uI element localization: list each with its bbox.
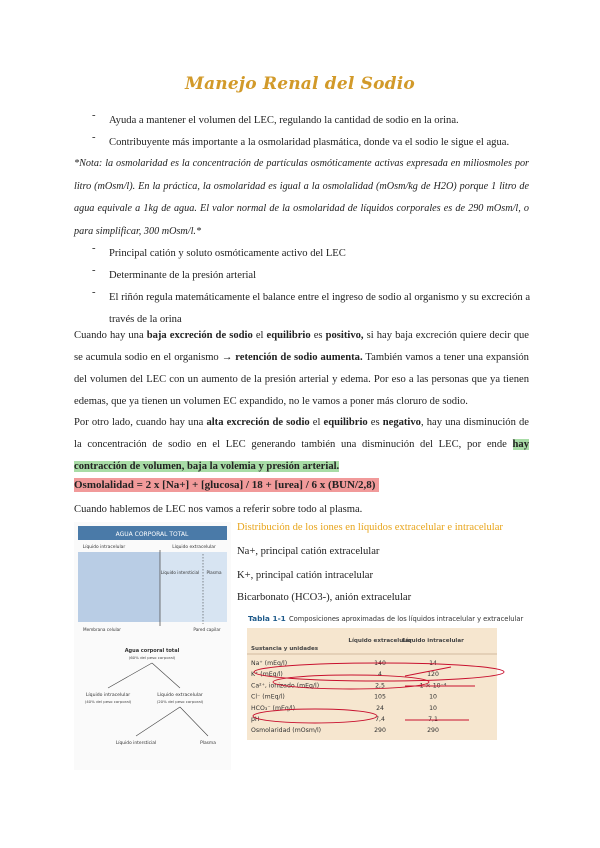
tree-intersticial: Líquido intersticial xyxy=(115,741,157,746)
ion-item: Na+, principal catión extracelular xyxy=(237,546,380,557)
table-cell: 290 xyxy=(374,727,386,735)
table-cell: HCO₃⁻ (mEq/l) xyxy=(251,704,296,712)
ion-item: Bicarbonato (HCO3-), anión extracelular xyxy=(237,592,412,603)
table-cell: 1 × 10⁻⁴ xyxy=(419,682,447,690)
label-membrana: Membrana celular xyxy=(83,627,121,632)
table-cell: pH xyxy=(251,716,260,723)
ion-item: K+, principal catión intracelular xyxy=(237,570,373,581)
tree-intra: Líquido intracelular xyxy=(85,693,131,698)
table-cell: Ca²⁺, ionizado (mEq/l) xyxy=(251,682,320,690)
extracellular-box xyxy=(160,552,227,622)
table-header: Sustancia y unidades xyxy=(251,646,319,652)
table-cell: 140 xyxy=(374,660,386,667)
table-cell: 7,1 xyxy=(428,716,438,723)
highlighted-text: hay contracción de volumen, baja la volemia y presión arterial. xyxy=(74,439,529,472)
table-cell: 10 xyxy=(429,693,437,701)
intracellular-box xyxy=(78,552,160,622)
paragraph-high-excretion: Por otro lado, cuando hay una alta excreción de sodio el equilibrio es negativo, hay una disminución de la concentración de sodio en el LEC generando también una disminución del LEC, por ende hay contracción de volumen, baja la volemia y presión arterial. xyxy=(74,417,529,472)
label-intra: Líquido intracelular xyxy=(82,545,126,550)
osmolality-formula: Osmolalidad = 2 x [Na+] + [glucosa] / 18 + [urea] / 6 x (BUN/2,8) xyxy=(74,478,379,492)
table-cell: 120 xyxy=(427,671,439,679)
body-water-diagram xyxy=(74,522,231,770)
table-cell: 24 xyxy=(376,704,384,712)
tree-intra-pct: (40% del peso corporal) xyxy=(84,699,132,704)
fluid-composition-table xyxy=(247,612,524,742)
label-pared: Pared capilar xyxy=(193,627,221,632)
table-cell: K⁺ (mEq/l) xyxy=(251,671,283,679)
note-paragraph: *Nota: la osmolaridad es la concentración de partículas osmóticamente activas expresada en miliosmoles por litro (mOsm/l). En la práctica, la osmolaridad es igual a la osmolalidad (mOsm/kg de H2O) porque 1 litro de agua equivale a 1kg de agua. El valor normal de la osmolaridad de líquidos corporales es de 290 mOsm/l, o para simplificar, 300 mOsm/l.* xyxy=(74,158,529,237)
diagram-header: AGUA CORPORAL TOTAL xyxy=(115,531,189,538)
table-cell: 10 xyxy=(429,704,437,712)
table-cell: 4 xyxy=(378,671,382,679)
table-caption: Composiciones aproximadas de los líquidos intracelular y extracelular xyxy=(289,615,524,623)
label-extra: Líquido extracelular xyxy=(172,545,216,550)
table-cell: Cl⁻ (mEq/l) xyxy=(251,693,285,701)
table-header: Líquido intracelular xyxy=(402,638,464,644)
table-cell: Na⁺ (mEq/l) xyxy=(251,660,288,667)
table-caption-number: Tabla 1-1 xyxy=(248,614,286,623)
diagram-svg xyxy=(74,522,231,770)
table-header: Líquido extracelular xyxy=(348,638,412,644)
table-cell: Osmolaridad (mOsm/l) xyxy=(251,727,322,735)
label-intersticial: Líquido intersticial xyxy=(160,570,200,575)
table-cell: 2,5 xyxy=(375,682,385,690)
tree-extra-pct: (20% del peso corporal) xyxy=(156,699,204,704)
paragraph-low-excretion: Cuando hay una baja excreción de sodio el equilibrio es positivo, si hay baja excreción quiere decir que se acumula sodio en el organismo → retención de sodio aumenta. También vamos a tener una expansión del volumen del LEC con un aumento de la presión arterial y edema. Por eso a las personas que ya tienen edemas, que ya tienen un volumen EC expandido, no le vamos a poner más cloruro de sodio. xyxy=(74,330,530,407)
plasma-line: Cuando hablemos de LEC nos vamos a referir sobre todo al plasma. xyxy=(74,504,363,515)
tree-extra: Líquido extracelular xyxy=(157,693,203,698)
ion-distribution-heading: Distribución de los iones en líquidos extracelular e intracelular xyxy=(237,522,503,533)
document-page: Manejo Renal del Sodio - Ayuda a mantener el volumen del LEC, regulando la cantidad de sodio en la orina. - Contribuyente más importante a la osmolaridad plasmática, donde va el sodio le sigue el agua. *Nota: la osmolaridad es la concentración de partículas osmóticamente activas expresada en miliosmoles por litro (mOsm/l). En la práctica, la osmolaridad es igual a la osmolalidad (mOsm/kg de H2O) porque 1 litro de agua equivale a 1kg de agua. El valor normal de la osmolaridad de líquidos corporales es de 290 mOsm/l, o para simplificar, 300 mOsm/l.* - Principal catión y soluto osmóticamente activo del LEC - Determinante de la presión arterial - El riñón regula matemáticamente el balance entre el ingreso de sodio al organismo y su excreción a través de la orina Cuando hay una baja excreción de sodio el equilibrio es positivo, si hay baja excreción quiere decir que se acumula sodio en el organismo → retención de sodio aumenta. También vamos a tener una expansión del volumen del LEC con un aumento de la presión arterial y edema. Por eso a las personas que ya tienen edemas, que ya tienen un volumen EC expandido, no le vamos a poner más cloruro de sodio. Por otro lado, cuando hay una alta excreción de sodio el equilibrio es negativo, hay una disminución de la concentración de sodio en el LEC generando también una disminución del LEC, por ende hay contracción de volumen, baja la volemia y presión arterial. Osmolalidad = 2 x [Na+] + [glucosa] / 18 + [urea] / 6 x (BUN/2,8) Cuando hablemos de LEC nos vamos a referir sobre todo al plasma. AGUA CORPORAL TOTAL Líquido intracelular Líquido extracelular Líquido intersticial Plasma Membrana celular Pared capilar Agua corporal total (60% del peso corporal) Líquido intracelular (40% del peso corporal) Líquido extracelular (20% del peso corporal) Líquido intersticial Plasma Distribución de los iones en líquidos extracelular e intracelular Na+, principal catión extracelular K+, principal catión intracelular Bicarbonato (HCO3-), anión extracelular Tabla 1-1 Composiciones aproximadas de los líquidos intracelular y extracelular Sustancia y unidades Líquido extracelular Líquido intracelular Na⁺ (mEq/l) 140 14 K⁺ (mEq/l) 4 120 Ca²⁺, ionizado (mEq/l) 2,5 1 × 10⁻⁴ Cl⁻ (mEq/l) 105 10 HCO₃⁻ (mEq/l) 24 10 pH 7,4 7,1 Osmolaridad (mOsm/l) 290 290 xyxy=(0,0,600,848)
page-title: Manejo Renal del Sodio xyxy=(185,74,415,94)
label-plasma: Plasma xyxy=(206,570,222,575)
table-cell: 290 xyxy=(427,727,439,735)
table-cell: 7,4 xyxy=(375,716,385,723)
tree-total-pct: (60% del peso corporal) xyxy=(128,655,176,660)
table-svg xyxy=(247,612,524,742)
tree-total: Agua corporal total xyxy=(124,648,180,654)
table-cell: 105 xyxy=(374,693,386,701)
tree-plasma: Plasma xyxy=(200,741,216,746)
table-cell: 14 xyxy=(429,660,437,667)
